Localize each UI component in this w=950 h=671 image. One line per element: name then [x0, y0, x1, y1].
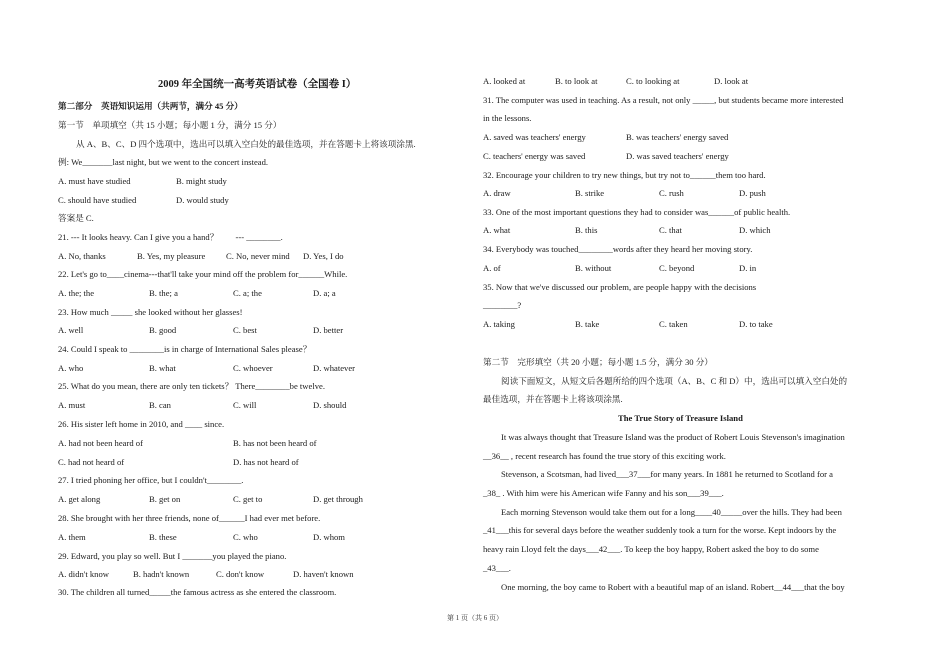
option: B. take: [575, 319, 600, 329]
option: B. without: [575, 263, 612, 273]
option: B. these: [149, 532, 177, 542]
option: B. was teachers' energy saved: [626, 132, 729, 142]
option: D. which: [739, 225, 771, 235]
section1-instructions: 从 A、B、C、D 四个选项中，选出可以填入空白处的最佳选项，并在答题卡上将该项涂黑.: [76, 139, 416, 149]
passage-line: One morning, the boy came to Robert with a beautiful map of an island. Robert__44___that the boy: [501, 582, 845, 592]
passage-line: Stevenson, a Scotsman, had lived___37___for many years. In 1881 he returned to Scotland for a: [501, 469, 833, 479]
option: C. best: [233, 325, 257, 335]
option: C. rush: [659, 188, 684, 198]
question-stem: 21. --- It looks heavy. Can I give you a hand？ --- ________.: [58, 232, 283, 242]
option: D. haven't known: [293, 569, 354, 579]
option: A. No, thanks: [58, 251, 106, 261]
section1-heading: 第一节 单项填空（共 15 小题；每小题 1 分，满分 15 分）: [58, 120, 282, 130]
option: D. get through: [313, 494, 363, 504]
passage-line: _43___.: [483, 563, 511, 573]
passage-line: heavy rain Lloyd felt the days___42___. To keep the boy happy, Robert asked the boy to do some: [483, 544, 819, 554]
question-stem: 32. Encourage your children to try new things, but try not to______them too hard.: [483, 170, 766, 180]
option: D. whatever: [313, 363, 355, 373]
option: D. look at: [714, 76, 749, 86]
section2-instructions: 阅读下面短文，从短文后各题所给的四个选项（A、B、C 和 D）中，选出可以填入空白处的: [501, 376, 848, 386]
option: C. who: [233, 532, 258, 542]
option: B. get on: [149, 494, 181, 504]
option: D. in: [739, 263, 757, 273]
option: A. looked at: [483, 76, 526, 86]
passage-title: The True Story of Treasure Island: [618, 413, 743, 423]
question-stem: 27. I tried phoning her office, but I couldn't________.: [58, 475, 244, 485]
question-stem-continued: in the lessons.: [483, 113, 532, 123]
passage-line: It was always thought that Treasure Island was the product of Robert Louis Stevenson's imagination: [501, 432, 845, 442]
example-option-a: A. must have studied: [58, 176, 131, 186]
example-answer: 答案是 C.: [58, 213, 94, 223]
option: B. hadn't known: [133, 569, 190, 579]
option: B. what: [149, 363, 176, 373]
option: B. this: [575, 225, 598, 235]
option: C. don't know: [216, 569, 265, 579]
option: B. Yes, my pleasure: [137, 251, 206, 261]
question-stem: 28. She brought with her three friends, none of______I had ever met before.: [58, 513, 321, 523]
option: B. the; a: [149, 288, 178, 298]
passage-line: Each morning Stevenson would take them out for a long____40_____over the hills. They had been: [501, 507, 842, 517]
option: D. whom: [313, 532, 345, 542]
option: B. strike: [575, 188, 605, 198]
option: A. the; the: [58, 288, 95, 298]
option: D. Yes, I do: [303, 251, 344, 261]
option: C. No, never mind: [226, 251, 290, 261]
section2-heading: 第二节 完形填空（共 20 小题；每小题 1.5 分，满分 30 分）: [483, 357, 713, 367]
passage-line: _38_ . With him were his American wife Fanny and his son___39___.: [483, 488, 724, 498]
option: A. saved was teachers' energy: [483, 132, 586, 142]
example-stem: 例: We_______last night, but we went to the concert instead.: [58, 157, 269, 167]
option: C. will: [233, 400, 257, 410]
option: A. had not been heard of: [58, 438, 143, 448]
example-option-c: C. should have studied: [58, 195, 137, 205]
question-stem: 22. Let's go to____cinema---that'll take your mind off the problem for______While.: [58, 269, 348, 279]
option: D. was saved teachers' energy: [626, 151, 729, 161]
option: D. should: [313, 400, 347, 410]
option: D. better: [313, 325, 344, 335]
question-stem: 26. His sister left home in 2010, and ____ since.: [58, 419, 225, 429]
option: C. that: [659, 225, 682, 235]
section2-instructions-continued: 最佳选项，并在答题卡上将该项涂黑.: [483, 394, 623, 404]
passage-line: __36__ , recent research has found the true story of this exciting work.: [483, 451, 726, 461]
option: A. what: [483, 225, 511, 235]
page-footer: 第 1 页（共 6 页）: [447, 614, 503, 622]
option: A. who: [58, 363, 84, 373]
option: A. get along: [58, 494, 101, 504]
exam-title: 2009 年全国统一高考英语试卷（全国卷 I）: [158, 79, 357, 90]
question-stem: 31. The computer was used in teaching. As a result, not only _____, but students became more interested: [483, 95, 844, 105]
question-stem: 24. Could I speak to ________is in charge of International Sales please？: [58, 344, 312, 354]
option: B. to look at: [555, 76, 598, 86]
example-option-d: D. would study: [176, 195, 229, 205]
option: A. didn't know: [58, 569, 109, 579]
question-stem: 25. What do you mean, there are only ten tickets？ There________be twelve.: [58, 381, 325, 391]
part2-heading: 第二部分 英语知识运用（共两节，满分 45 分）: [58, 101, 243, 111]
question-stem: 34. Everybody was touched________words after they heard her moving story.: [483, 244, 753, 254]
question-stem: 23. How much _____ she looked without her glasses!: [58, 307, 243, 317]
option: C. to looking at: [626, 76, 680, 86]
option: C. a; the: [233, 288, 262, 298]
question-stem-continued: ________?: [483, 300, 522, 310]
option: C. teachers' energy was saved: [483, 151, 586, 161]
question-stem: 35. Now that we've discussed our problem, are people happy with the decisions: [483, 282, 757, 292]
option: D. has not heard of: [233, 457, 299, 467]
option: A. them: [58, 532, 86, 542]
option: D. a; a: [313, 288, 336, 298]
option: D. push: [739, 188, 766, 198]
option: C. had not heard of: [58, 457, 125, 467]
question-stem: 30. The children all turned_____the famous actress as she entered the classroom.: [58, 587, 337, 597]
option: A. of: [483, 263, 501, 273]
option: B. can: [149, 400, 171, 410]
option: A. well: [58, 325, 84, 335]
option: C. beyond: [659, 263, 695, 273]
passage-line: _41___this for several days before the weather suddenly took a turn for the worse. Kept indoors by the: [483, 525, 837, 535]
option: B. good: [149, 325, 177, 335]
option: C. taken: [659, 319, 688, 329]
option: B. has not been heard of: [233, 438, 317, 448]
option: C. whoever: [233, 363, 273, 373]
option: A. taking: [483, 319, 515, 329]
example-option-b: B. might study: [176, 176, 227, 186]
option: A. draw: [483, 188, 511, 198]
question-stem: 29. Edward, you play so well. But I _______you played the piano.: [58, 551, 287, 561]
question-stem: 33. One of the most important questions they had to consider was______of public health.: [483, 207, 791, 217]
option: A. must: [58, 400, 86, 410]
option: C. get to: [233, 494, 263, 504]
option: D. to take: [739, 319, 773, 329]
